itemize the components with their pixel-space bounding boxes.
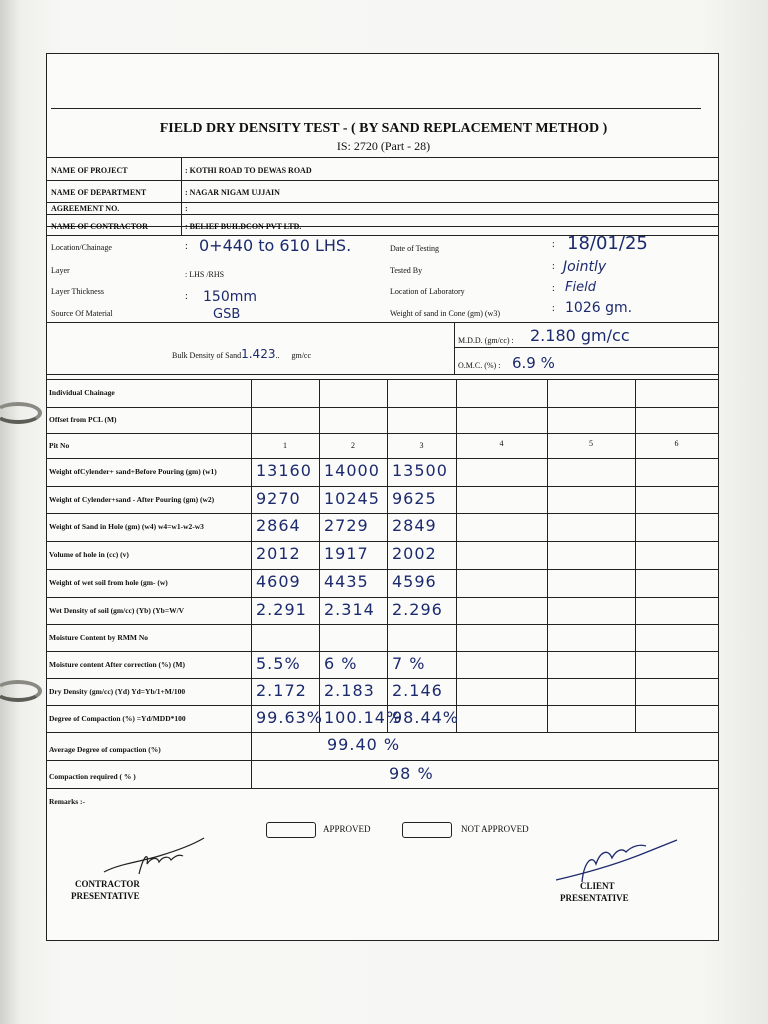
table-cell-value: 10245: [324, 488, 380, 508]
not-approved-label: NOT APPROVED: [461, 824, 529, 834]
bulk-density-value: 1.423: [241, 347, 276, 361]
table-cell-value: 99.63%: [256, 707, 324, 727]
table-cell-value: 5.5%: [256, 653, 301, 673]
table-cell-value: 4609: [256, 572, 301, 591]
table-row-label: Dry Density (gm/cc) (Yd) Yd=Yb/1+M/100: [49, 686, 186, 696]
tested-value: Jointly: [563, 259, 607, 275]
table-row-label: Wet Density of soil (gm/cc) (Yb) (Yb=W/V: [49, 605, 185, 615]
location-label: Location/Chainage: [51, 243, 112, 252]
pit-number: 4: [499, 439, 504, 448]
table-cell-value: 4596: [392, 572, 437, 591]
lab-label: Location of Laboratory: [390, 287, 465, 296]
table-row-label: Offset from PCL (M): [49, 415, 117, 424]
table-cell-value: 7 %: [392, 653, 426, 673]
remarks-label: Remarks :-: [49, 797, 86, 806]
thickness-label: Layer Thickness: [51, 287, 104, 296]
contractor-label: NAME OF CONTRACTOR: [51, 222, 148, 231]
table-cell-value: 9270: [256, 488, 301, 508]
table-cell-value: 98.44%: [392, 707, 460, 727]
table-cell-value: 4435: [324, 572, 369, 591]
required-value: 98 %: [389, 764, 434, 783]
not-approved-checkbox[interactable]: [402, 822, 452, 838]
table-cell-value: 14000: [324, 461, 380, 480]
table-row-label: Volume of hole in (cc) (v): [49, 550, 129, 559]
approved-label: APPROVED: [323, 824, 371, 834]
layer-value: : LHS /RHS: [185, 270, 225, 279]
table-cell-value: 2864: [256, 516, 301, 535]
table-row-label: Moisture Content by RMM No: [49, 632, 149, 642]
approved-checkbox[interactable]: [266, 822, 316, 838]
table-row-label: Pit No: [49, 440, 70, 450]
location-value: 0+440 to 610 LHS.: [199, 236, 352, 255]
table-row-label: Moisture content After correction (%) (M): [49, 659, 185, 669]
pit-number: 6: [674, 439, 679, 448]
table-cell-value: 1917: [324, 544, 369, 563]
form-title: FIELD DRY DENSITY TEST - ( BY SAND REPLACEMENT METHOD ): [159, 121, 608, 136]
table-cell-value: 13500: [392, 461, 448, 480]
pit-number: 1: [283, 441, 287, 450]
source-value: GSB: [213, 307, 241, 322]
table-cell-value: 2.183: [324, 680, 375, 700]
table-cell-value: 2729: [324, 516, 369, 535]
contractor-value: : BELIEF BUILDCON PVT LTD.: [185, 222, 302, 231]
omc-value: 6.9 %: [512, 354, 555, 372]
form-frame: FIELD DRY DENSITY TEST - ( BY SAND REPLACEMENT METHOD ) IS: 2720 (Part - 28) NAME OF PROJECT : KOTHI ROAD TO DEWAS ROAD NAME OF DEPARTMENT : NAGAR NIGAM UJJAIN AGREEMENT NO. : NAME OF CONTRACTOR : BELIEF BUILDCON PVT LTD. Location/Chainage : 0+440 to 610 LHS. Layer : LHS /RHS Layer Thickness : 150mm Source Of Material GSB Date of Testing : 18/01/25 Tested By : Jointly Location of Laboratory : Field Weight of sand in Cone (gm) (w3) : 1026 gm. Bulk Density of Sand1.423.. gm/cc M.D.D. (gm/cc) : 2.180 gm/cc O.M.C. (%) : 6.9 % Individual Chainage Offset from PCL (M) Pit No 1 2 3 Weight ofCylender+ sand+Before Pouring (gm) (w1) 13160 14000 13500 Weight of Cylender+sand - After Pouring (gm) (w2) 9270 10245 9625 Weight of Sand in Hole (gm) (w4) w4=w1-w2-w3 2864 2729 2849 Volume of hole in (cc) (v) 2012 1917 2002 Weight of wet soil from hole (gm- (w) 4609 4435 4596 Wet Density of soil (gm/cc) (Yb) (Yb=W/V 2.291 2.314 2.296 Moisture Content by RMM No Moisture content After correction (%) (M) 5.5% 6 % 7 % Dry Density (gm/cc) (Yd) Yd=Yb/1+M/100 2.172 2.183 2.146 Degree of Compaction (%) =Yd/MDD*100 99.63% 100.14% 98.44% 4 5 6 Average Degree of compaction (%) 99.40 % Compaction required ( % ) 98 % Remarks :- APPROVED NOT APPROVED CONTRACTOR PRESENTATIVE CLIENT PRESENTATIVE: [46, 53, 719, 941]
tested-label: Tested By: [390, 266, 423, 275]
date-value: 18/01/25: [567, 233, 648, 254]
client-signature: [552, 834, 682, 894]
pit-number: 3: [419, 441, 424, 450]
contractor-presentative: PRESENTATIVE: [71, 891, 140, 901]
lab-value: Field: [565, 280, 596, 295]
table-cell-value: 2002: [392, 544, 437, 563]
table-cell-value: 13160: [256, 461, 312, 480]
mdd-label: M.D.D. (gm/cc) :: [458, 336, 514, 345]
project-name-value: : KOTHI ROAD TO DEWAS ROAD: [185, 166, 312, 175]
average-label: Average Degree of compaction (%): [49, 745, 161, 754]
table-row-label: Individual Chainage: [49, 388, 115, 397]
table-row-label: Degree of Compaction (%) =Yd/MDD*100: [49, 713, 186, 723]
table-cell-value: 100.14%: [324, 707, 403, 727]
department-value: : NAGAR NIGAM UJJAIN: [185, 188, 280, 197]
contractor-title: CONTRACTOR: [75, 879, 140, 889]
table-cell-value: 2.291: [256, 599, 307, 619]
table-row-label: Weight of Sand in Hole (gm) (w4) w4=w1-w2-w3: [49, 522, 204, 531]
table-cell-value: 2.172: [256, 680, 307, 700]
table-row-label: Weight of wet soil from hole (gm- (w): [49, 578, 168, 587]
bulk-density-label: Bulk Density of Sand1.423.. gm/cc: [172, 347, 312, 361]
form-standard: IS: 2720 (Part - 28): [336, 139, 431, 153]
agreement-label: AGREEMENT NO.: [51, 204, 120, 213]
table-cell-value: 9625: [392, 488, 437, 508]
client-title: CLIENT: [580, 881, 615, 891]
sand-cone-label: Weight of sand in Cone (gm) (w3): [390, 309, 500, 318]
mdd-value: 2.180 gm/cc: [530, 326, 630, 345]
pit-number: 5: [589, 439, 593, 448]
table-cell-value: 2.146: [392, 680, 443, 700]
contractor-signature: [99, 834, 209, 884]
source-label: Source Of Material: [51, 309, 113, 318]
sand-cone-value: 1026 gm.: [565, 300, 633, 316]
average-value: 99.40 %: [327, 735, 401, 754]
date-label: Date of Testing: [390, 244, 440, 253]
layer-label: Layer: [51, 266, 70, 275]
table-cell-value: 6 %: [324, 653, 358, 673]
table-row-label: Weight ofCylender+ sand+Before Pouring (gm) (w1): [49, 467, 217, 476]
client-presentative: PRESENTATIVE: [560, 893, 629, 903]
table-cell-value: 2.314: [324, 599, 375, 619]
project-name-label: NAME OF PROJECT: [51, 166, 128, 175]
table-cell-value: 2.296: [392, 599, 443, 619]
table-cell-value: 2012: [256, 544, 301, 563]
agreement-value: :: [185, 204, 188, 213]
thickness-value: 150mm: [203, 289, 257, 305]
required-label: Compaction required ( % ): [49, 772, 136, 781]
omc-label: O.M.C. (%) :: [458, 361, 501, 370]
table-row-label: Weight of Cylender+sand - After Pouring (gm) (w2): [49, 494, 215, 504]
table-cell-value: 2849: [392, 516, 437, 535]
department-label: NAME OF DEPARTMENT: [51, 188, 147, 197]
pit-number: 2: [351, 441, 355, 450]
